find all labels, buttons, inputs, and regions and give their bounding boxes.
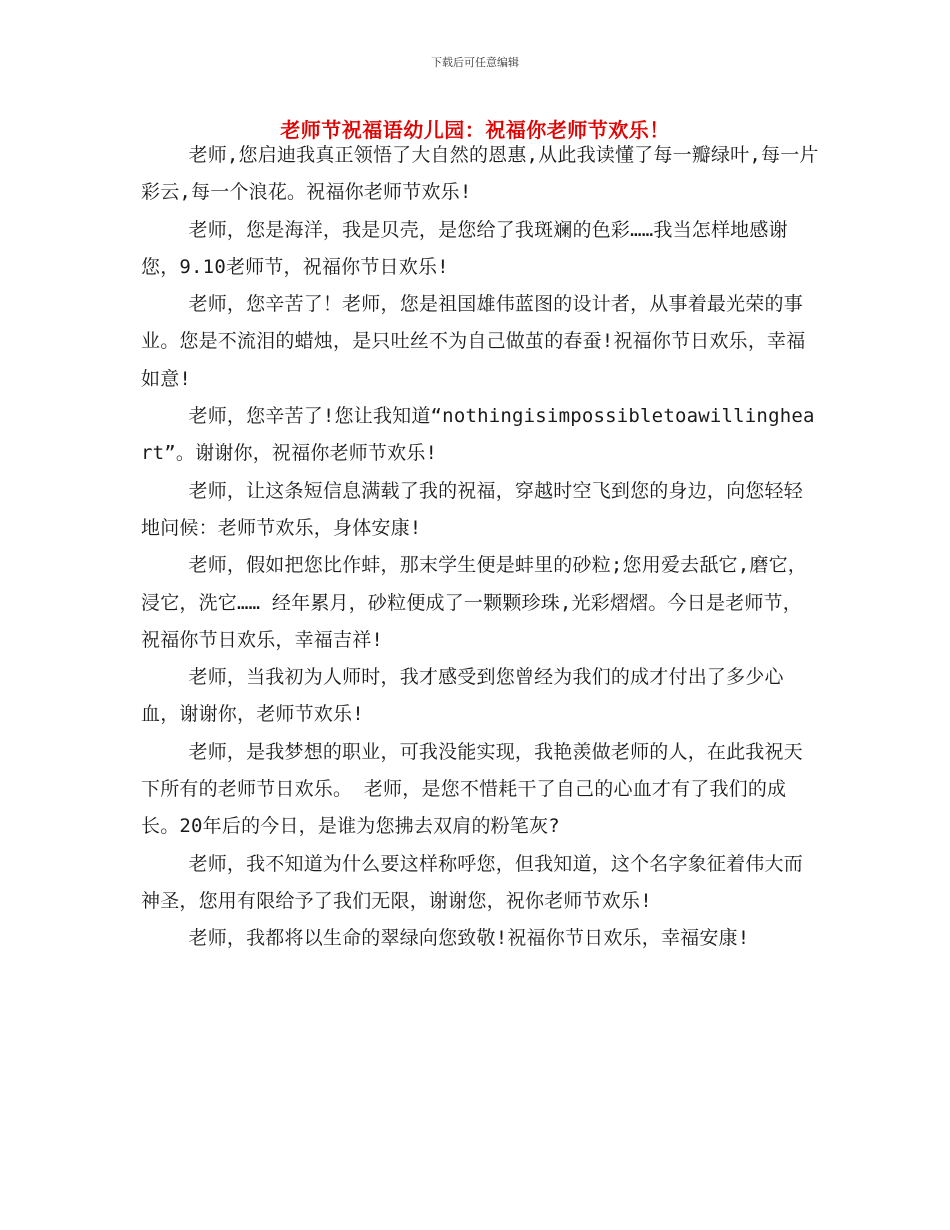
paragraph-8: 老师，是我梦想的职业，可我没能实现，我艳羡做老师的人，在此我祝天下所有的老师节日欢乐。 老师，是您不惜耗干了自己的心血才有了我们的成长。20年后的今日，是谁为您拂去双肩的粉笔灰? xyxy=(141,740,803,838)
paragraph-2: 老师，您是海洋，我是贝壳，是您给了我斑斓的色彩……我当怎样地感谢您，9.10老师节，祝福你节日欢乐! xyxy=(141,218,788,278)
paragraph-4: 老师，您辛苦了!您让我知道“nothingisimpossibletoawillingheart”。谢谢你，祝福你老师节欢乐! xyxy=(141,405,815,465)
paragraph-3: 老师，您辛苦了！老师，您是祖国雄伟蓝图的设计者，从事着最光荣的事业。您是不流泪的蜡烛，是只吐丝不为自己做茧的春蚕!祝福你节日欢乐，幸福如意! xyxy=(141,293,806,390)
document-title: 老师节祝福语幼儿园：祝福你老师节欢乐！ xyxy=(280,118,670,142)
paragraph-1: 老师,您启迪我真正领悟了大自然的恩惠,从此我读懂了每一瓣绿叶,每一片彩云,每一个浪花。祝福你老师节欢乐! xyxy=(141,144,819,204)
paragraph-5: 老师，让这条短信息满载了我的祝福，穿越时空飞到您的身边，向您轻轻地问候：老师节欢乐，身体安康! xyxy=(141,479,803,539)
document-body xyxy=(141,137,821,958)
paragraph-6: 老师，假如把您比作蚌，那末学生便是蚌里的砂粒;您用爱去舐它,磨它，浸它，洗它…… 经年累月，砂粒便成了一颗颗珍珠,光彩熠熠。今日是老师节，祝福你节日欢乐，幸福吉祥! xyxy=(141,554,807,651)
paragraph-9: 老师，我不知道为什么要这样称呼您，但我知道，这个名字象征着伟大而神圣，您用有限给予了我们无限，谢谢您，祝你老师节欢乐! xyxy=(141,852,803,912)
paragraph-7: 老师，当我初为人师时，我才感受到您曾经为我们的成才付出了多少心血，谢谢你，老师节欢乐! xyxy=(141,666,784,726)
paragraph-10: 老师，我都将以生命的翠绿向您致敬!祝福你节日欢乐，幸福安康! xyxy=(188,927,750,950)
page-header-note: 下载后可任意编辑 xyxy=(431,56,519,69)
